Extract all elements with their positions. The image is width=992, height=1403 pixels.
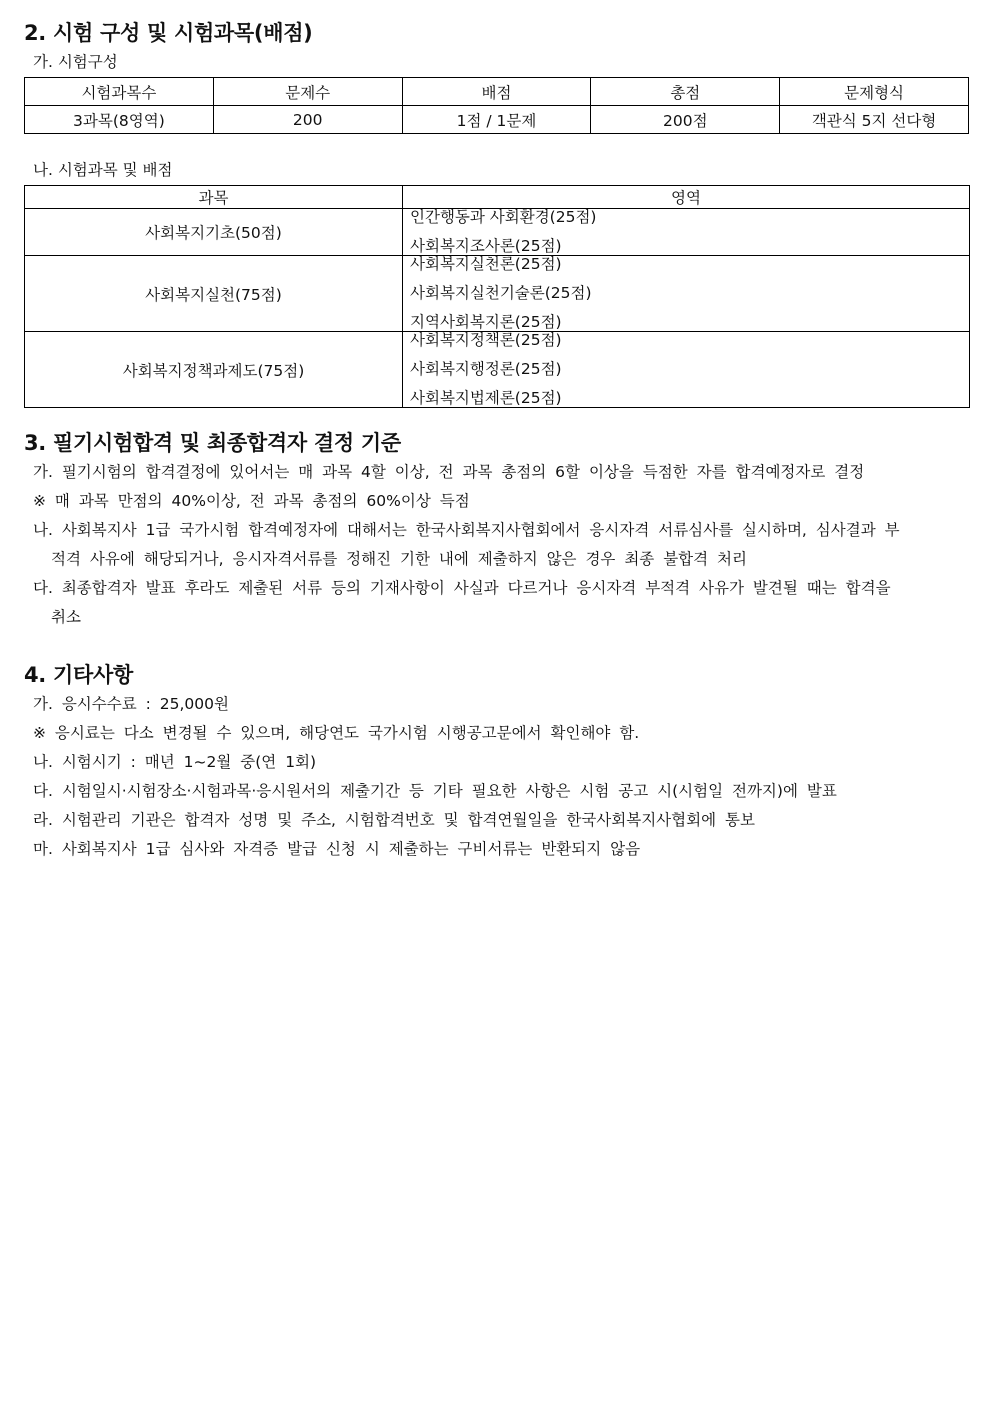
areas-cell [403,256,970,332]
document-page [24,18,969,864]
table-row [25,332,970,408]
table-header-cell: 총점 [591,78,780,106]
section-4-title: 4. 기타사항 [24,663,133,687]
table-row [25,209,970,256]
misc-item: 나. 시험시기 : 매년 1~2월 중(연 1회) [33,753,317,771]
table-cell: 200 [213,106,402,134]
table-cell: 객관식 5지 선다형 [780,106,969,134]
section-2-sub-b: 나. 시험과목 및 배점 [33,161,173,179]
table-row [25,106,969,134]
table-cell: 3과목(8영역) [25,106,214,134]
section-2-sub-a: 가. 시험구성 [33,53,118,71]
area-item: 사회복지행정론(25점) [410,360,562,378]
criteria-note [24,487,969,516]
table-header-cell: 문제수 [213,78,402,106]
table-header-cell: 과목 [25,186,403,209]
table-header-row [25,78,969,106]
table-header-cell: 시험과목수 [25,78,214,106]
misc-note: ※ 응시료는 다소 변경될 수 있으며, 해당연도 국가시험 시행공고문에서 확인해야 함. [33,724,640,742]
area-item: 인간행동과 사회환경(25점) [410,208,597,226]
criteria-item [24,458,969,487]
area-item: 사회복지정책론(25점) [410,331,562,349]
subject-cell: 사회복지정책과제도(75점) [25,332,403,408]
areas-cell [403,332,970,408]
misc-item: 마. 사회복지사 1급 심사와 자격증 발급 신청 시 제출하는 구비서류는 반환되지 않음 [33,840,641,858]
misc-item: 라. 시험관리 기관은 합격자 성명 및 주소, 시험합격번호 및 합격연월일을 한국사회복지사협회에 통보 [33,811,755,829]
exam-composition-table [24,77,969,134]
criteria-text: 나. 사회복지사 1급 국가시험 합격예정자에 대해서는 한국사회복지사협회에서 응시자격 서류심사를 실시하며, 심사결과 부 [33,521,900,539]
misc-item: 다. 시험일시·시험장소·시험과목·응시원서의 제출기간 등 기타 필요한 사항은 시험 공고 시(시험일 전까지)에 발표 [33,782,837,800]
criteria-item [24,516,969,574]
criteria-text-continued: 취소 [51,608,81,626]
table-header-cell: 영역 [403,186,970,209]
criteria-item [24,574,969,632]
criteria-text: 다. 최종합격자 발표 후라도 제출된 서류 등의 기재사항이 사실과 다르거나 응시자격 부적격 사유가 발견될 때는 합격을 [33,579,891,597]
criteria-text: 가. 필기시험의 합격결정에 있어서는 매 과목 4할 이상, 전 과목 총점의 6할 이상을 득점한 자를 합격예정자로 결정 [33,463,865,481]
area-item: 사회복지실천론(25점) [410,255,562,273]
misc-item: 가. 응시수수료 : 25,000원 [33,695,229,713]
section-3-title: 3. 필기시험합격 및 최종합격자 결정 기준 [24,431,401,455]
subject-cell: 사회복지실천(75점) [25,256,403,332]
areas-cell [403,209,970,256]
section-2-title: 2. 시험 구성 및 시험과목(배점) [24,21,313,45]
criteria-text: ※ 매 과목 만점의 40%이상, 전 과목 총점의 60%이상 득점 [33,492,470,510]
area-item: 사회복지조사론(25점) [410,237,562,255]
table-header-cell: 배점 [402,78,591,106]
area-item: 지역사회복지론(25점) [410,313,562,331]
area-item: 사회복지법제론(25점) [410,389,562,407]
table-cell: 200점 [591,106,780,134]
subjects-scoring-table [24,185,970,408]
table-row [25,256,970,332]
subject-cell: 사회복지기초(50점) [25,209,403,256]
criteria-text-continued: 적격 사유에 해당되거나, 응시자격서류를 정해진 기한 내에 제출하지 않은 경우 최종 불합격 처리 [51,550,748,568]
area-item: 사회복지실천기술론(25점) [410,284,592,302]
table-header-cell: 문제형식 [780,78,969,106]
table-cell: 1점 / 1문제 [402,106,591,134]
